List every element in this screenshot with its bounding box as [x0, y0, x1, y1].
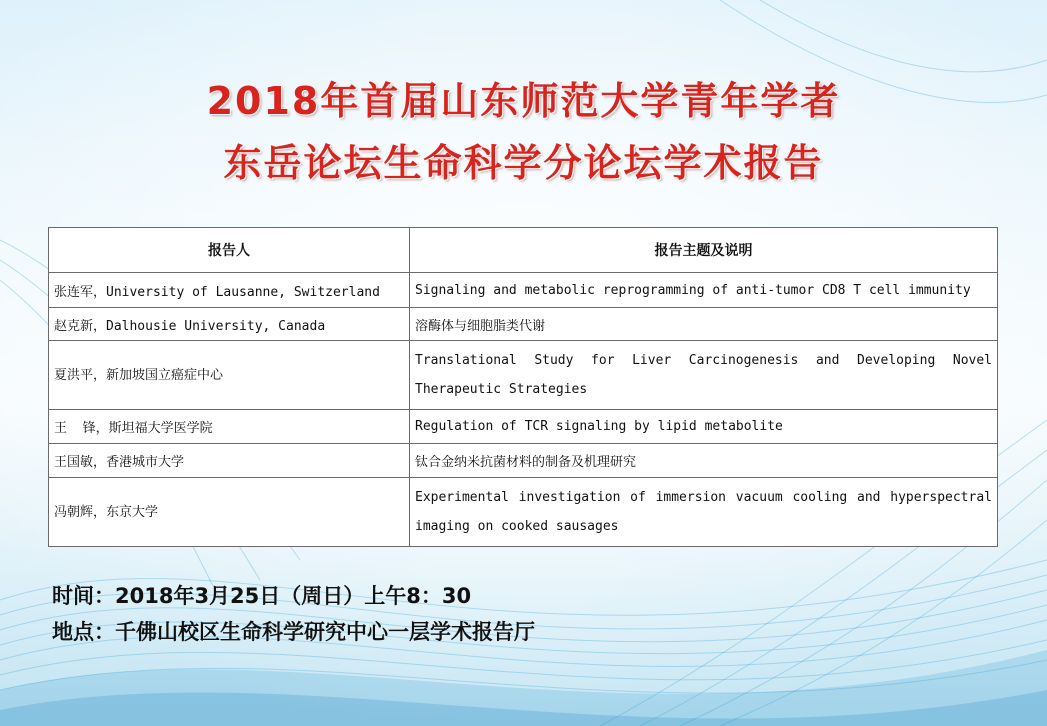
table-row	[49, 410, 998, 444]
topic-cell: Signaling and metabolic reprogramming of anti-tumor CD8 T cell immunity	[410, 273, 998, 308]
speaker-cell: 张连军，University of Lausanne, Switzerland	[49, 273, 410, 308]
speaker-cell: 夏洪平，新加坡国立癌症中心	[49, 341, 410, 410]
table-header-row	[49, 228, 998, 273]
table-row	[49, 341, 998, 410]
title-line-1: 2018年首届山东师范大学青年学者	[206, 79, 841, 123]
event-place: 地点：千佛山校区生命科学研究中心一层学术报告厅	[52, 620, 535, 644]
topic-cell: 钛合金纳米抗菌材料的制备及机理研究	[410, 444, 998, 478]
topic-cell: Translational Study for Liver Carcinogenesis and Developing Novel Therapeutic Strategies	[410, 341, 998, 410]
table-row	[49, 444, 998, 478]
speaker-cell: 冯朝辉，东京大学	[49, 478, 410, 547]
speaker-cell: 王 锋，斯坦福大学医学院	[49, 410, 410, 444]
table-row	[49, 308, 998, 341]
topic-cell: 溶酶体与细胞脂类代谢	[410, 308, 998, 341]
title-line-2: 东岳论坛生命科学分论坛学术报告	[223, 141, 824, 185]
table-row	[49, 478, 998, 547]
topic-cell: Experimental investigation of immersion vacuum cooling and hyperspectral imaging on cooked sausages	[410, 478, 998, 547]
table-row	[49, 273, 998, 308]
speaker-cell: 赵克新，Dalhousie University, Canada	[49, 308, 410, 341]
speakers-table	[48, 227, 998, 547]
header-topic: 报告主题及说明	[410, 228, 998, 273]
topic-cell: Regulation of TCR signaling by lipid metabolite	[410, 410, 998, 444]
speaker-cell: 王国敏，香港城市大学	[49, 444, 410, 478]
header-speaker: 报告人	[49, 228, 410, 273]
event-time: 时间：2018年3月25日（周日）上午8：30	[52, 584, 472, 608]
